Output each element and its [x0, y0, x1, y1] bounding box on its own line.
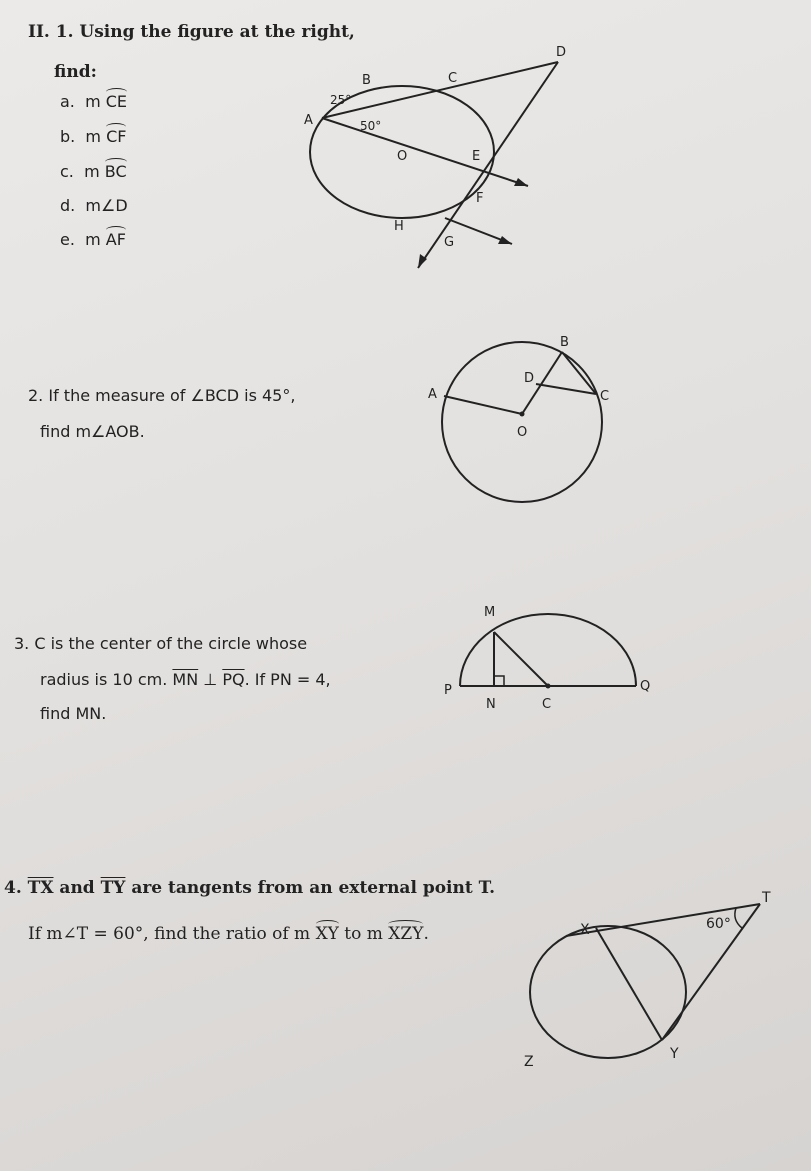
chord-dc	[536, 384, 596, 394]
item-prefix: m	[85, 92, 101, 111]
semicircle	[460, 614, 636, 686]
label-a: A	[304, 113, 313, 128]
label-z: Z	[524, 1054, 534, 1070]
line-dg	[418, 62, 558, 268]
problem2-line2: find m∠AOB.	[40, 422, 145, 441]
label-t: T	[762, 890, 771, 906]
label-g: G	[444, 235, 455, 250]
period: .	[423, 924, 429, 944]
line-ad	[322, 62, 558, 118]
item-label: c.	[60, 162, 74, 181]
problem-number: 4.	[4, 878, 22, 898]
arc-cf: CF	[106, 127, 127, 146]
angle-label-25: 25°	[330, 93, 352, 107]
item-label: e.	[60, 230, 75, 249]
arc-ce: CE	[105, 92, 128, 111]
label-c2: C	[600, 389, 610, 404]
problem1-find: find:	[54, 62, 97, 82]
pn-text: . If PN = 4,	[244, 670, 331, 689]
problem1-item-c	[60, 162, 127, 181]
label-c3: C	[542, 697, 552, 712]
center-dot-c	[546, 684, 551, 689]
angle-d: m∠D	[85, 196, 128, 215]
chord-xy	[596, 928, 662, 1040]
angle-label-50: 50°	[360, 119, 382, 133]
label-f: F	[476, 191, 484, 206]
label-o: O	[397, 149, 408, 164]
chord-bc	[562, 352, 596, 394]
label-p: P	[444, 683, 452, 698]
label-h: H	[394, 219, 404, 234]
tangent-tx	[566, 904, 760, 936]
item-prefix: m	[84, 162, 100, 181]
arc-xy: XY	[315, 924, 339, 944]
item-label: b.	[60, 127, 76, 146]
arc-bc: BC	[104, 162, 127, 181]
problem1-item-b	[60, 127, 126, 146]
item-prefix: m	[85, 127, 102, 146]
label-m: M	[484, 605, 496, 620]
label-e: E	[472, 149, 481, 164]
problem4-line2	[28, 924, 429, 944]
label-n: N	[486, 697, 496, 712]
segment-pq: $\overline{PQ}$	[222, 670, 245, 689]
problem2-line1: 2. If the measure of ∠BCD is 45°,	[28, 386, 296, 405]
label-x: X	[580, 922, 590, 938]
problem2-figure	[420, 330, 620, 500]
problem1-heading: II. 1. Using the figure at the right,	[28, 22, 355, 42]
problem3-line1: 3. C is the center of the circle whose	[14, 634, 308, 653]
arrow-g	[498, 236, 512, 244]
problem4-line1	[4, 878, 495, 898]
perp-symbol: ⊥	[198, 670, 223, 689]
segment-ty: $\overline{TY}$	[100, 878, 126, 898]
problem1-item-a	[60, 92, 127, 111]
label-a2: A	[428, 387, 437, 402]
label-d: D	[556, 45, 567, 60]
angle-arc-t	[735, 908, 742, 928]
segment-mn: $\overline{MN}$	[172, 670, 199, 689]
label-b2: B	[560, 335, 569, 350]
circle-o2	[442, 342, 602, 502]
problem3-line3: find MN.	[40, 704, 107, 723]
angle-label-60: 60°	[706, 916, 731, 932]
problem3-figure	[440, 598, 660, 718]
label-d2: D	[524, 371, 535, 386]
label-b: B	[362, 73, 371, 88]
label-o2: O	[517, 425, 528, 440]
ratio-text: If m∠T = 60°, find the ratio of m	[28, 924, 311, 944]
radius-text: radius is 10 cm.	[40, 670, 168, 689]
problem3-line2	[40, 670, 331, 689]
tangent-text: are tangents from an external point T.	[125, 878, 496, 898]
segment-tx: $\overline{TX}$	[27, 878, 54, 898]
label-q: Q	[640, 679, 651, 694]
arrow-e	[514, 178, 528, 186]
to-text: to m	[338, 924, 383, 944]
arc-af: AF	[105, 230, 126, 249]
problem1-item-e	[60, 230, 126, 249]
item-prefix: m	[85, 230, 101, 249]
center-dot-o	[520, 412, 525, 417]
arc-xzy: XZY	[388, 924, 424, 944]
label-c: C	[448, 71, 458, 86]
item-label: d.	[60, 196, 76, 215]
and-text: and	[53, 878, 101, 898]
problem4-figure	[510, 880, 790, 1080]
label-y: Y	[670, 1046, 679, 1062]
problem1-item-d	[60, 196, 128, 215]
problem1-figure	[300, 40, 570, 280]
right-angle-mark	[494, 676, 504, 686]
segment-m-c	[494, 632, 548, 686]
radius-oa	[444, 396, 522, 414]
item-label: a.	[60, 92, 75, 111]
